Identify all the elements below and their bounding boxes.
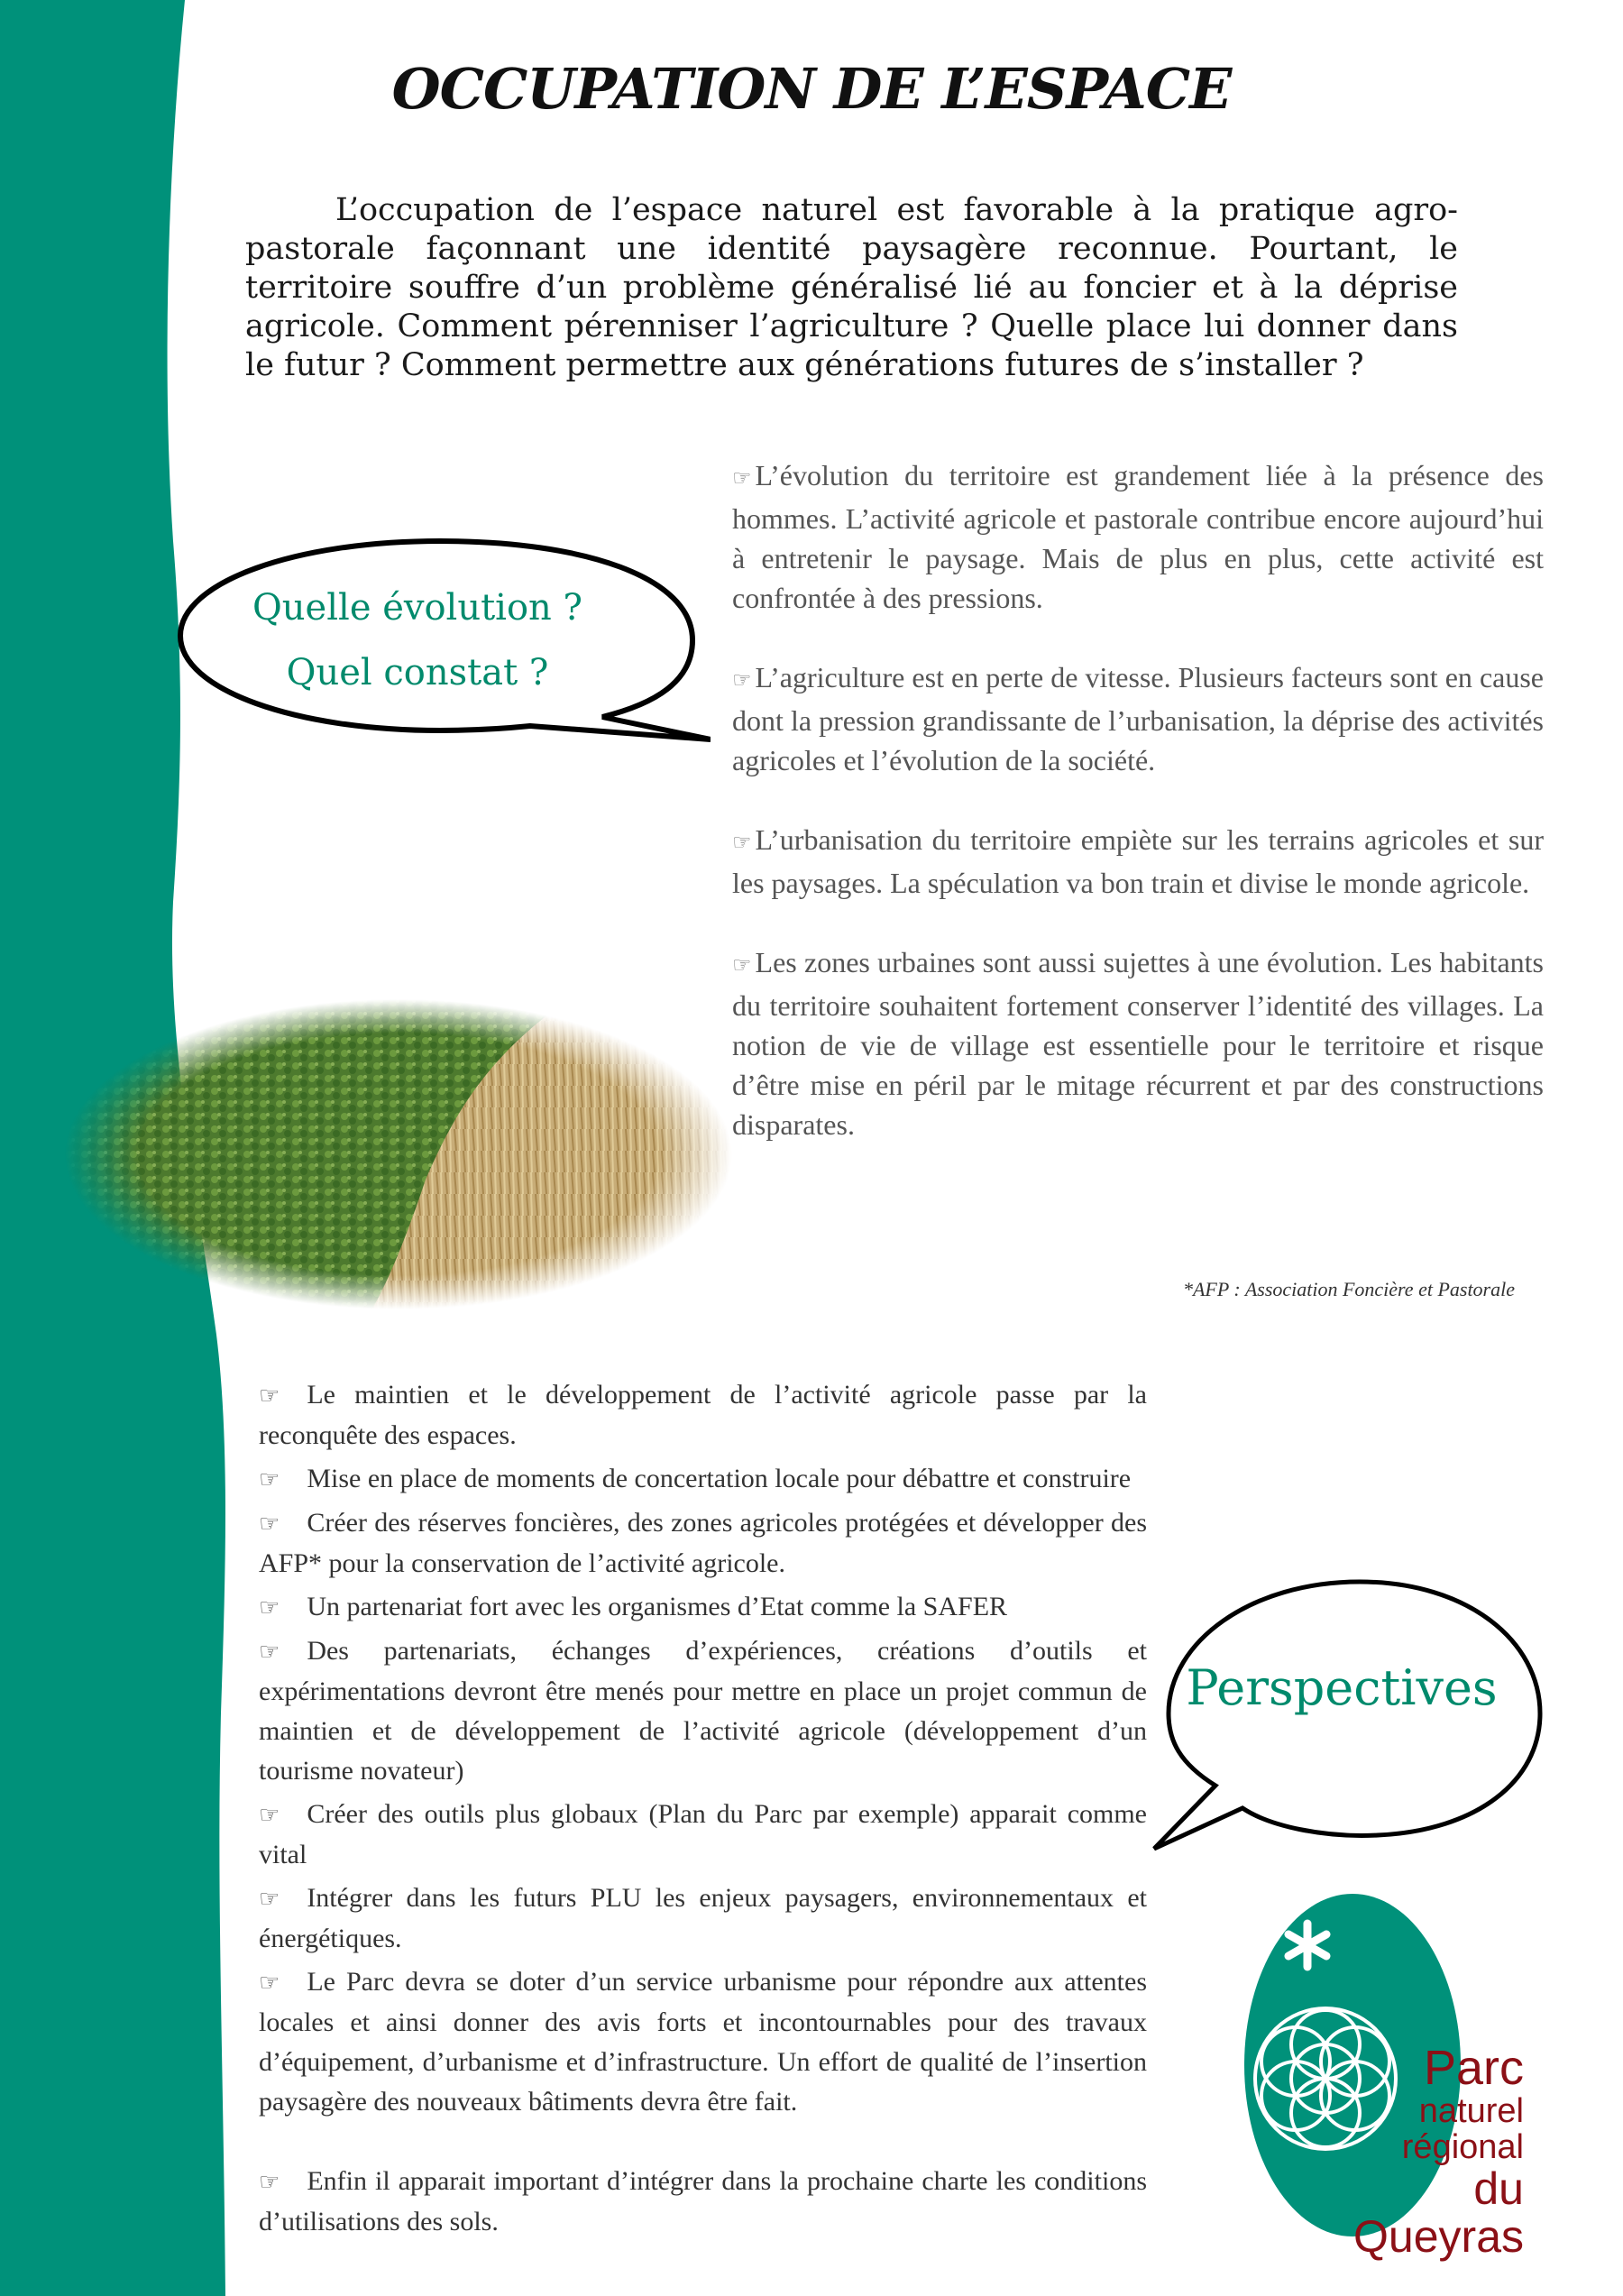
pointing-hand-icon: ☞: [259, 1594, 280, 1621]
list-item: [259, 1795, 1147, 1875]
list-item-text: Le Parc devra se doter d’un service urbanisme pour répondre aux attentes locales et ainsi donner des avis forts et incontournables pour des travaux d’équipement, d’urbanisme et d’infrastructure. Un effort de qualité de l’insertion paysagère des nouveaux bâtiments devra être fait.: [259, 1967, 1147, 2117]
list-item: [732, 942, 1544, 1144]
pointing-hand-icon: ☞: [259, 1511, 280, 1537]
logo-naturel: naturel: [1418, 2091, 1524, 2130]
speech-bubble-perspectives: [1143, 1569, 1549, 1858]
pointing-hand-icon: ☞: [732, 831, 752, 855]
footnote-afp: *AFP : Association Foncière et Pastorale: [1182, 1278, 1515, 1300]
list-item: [259, 1375, 1147, 1456]
list-item: [259, 1631, 1147, 1791]
list-item-text: L’urbanisation du territoire empiète sur les terrains agricoles et sur les paysages. La spéculation va bon train et divise le monde agricole.: [732, 823, 1544, 899]
list-item: [259, 1459, 1147, 1500]
pointing-hand-icon: ☞: [732, 954, 752, 978]
list-item: [259, 1878, 1147, 1959]
pointing-hand-icon: ☞: [259, 1639, 280, 1665]
list-item: [259, 1587, 1147, 1628]
pointing-hand-icon: ☞: [259, 1970, 280, 1996]
page-title: OCCUPATION DE L’ESPACE: [391, 56, 1232, 122]
bubble-constat-text: [215, 575, 620, 705]
bubble-constat-line2: Quel constat ?: [286, 652, 549, 693]
list-item-text: Créer des outils plus globaux (Plan du Parc par exemple) apparait comme vital: [259, 1799, 1147, 1869]
logo-parc: Parc: [1423, 2041, 1524, 2095]
list-item-text: Mise en place de moments de concertation locale pour débattre et construire: [307, 1464, 1132, 1493]
list-item-text: Enfin il apparait important d’intégrer dans la prochaine charte les conditions d’utilisations des sols.: [259, 2166, 1147, 2236]
list-item-text: Créer des réserves foncières, des zones agricoles protégées et développer des AFP* pour la conservation de l’activité agricole.: [259, 1508, 1147, 1578]
pointing-hand-icon: ☞: [259, 1466, 280, 1492]
logo-regional: régional: [1401, 2127, 1524, 2166]
list-item: [732, 657, 1544, 780]
constat-list: [732, 455, 1544, 1184]
pointing-hand-icon: ☞: [732, 669, 752, 693]
pointing-hand-icon: ☞: [259, 1886, 280, 1912]
logo-text: [1316, 2043, 1524, 2260]
pointing-hand-icon: ☞: [259, 1382, 280, 1409]
list-item-text: Un partenariat fort avec les organismes d’Etat comme la SAFER: [307, 1592, 1008, 1621]
speech-bubble-constat: [170, 523, 711, 758]
list-item: [259, 1503, 1147, 1584]
intro-paragraph: L’occupation de l’espace naturel est favorable à la pratique agro-pastorale façonnant une identité paysagère reconnue. Pourtant, le territoire souffre d’un problème généralisé lié au foncier et à la déprise agricole. Comment pérenniser l’agriculture ? Quelle place lui donner dans le futur ? Comment permettre aux générations futures de s’installer ?: [245, 192, 1458, 383]
grass-field-photo: [65, 999, 732, 1310]
list-item-text: L’évolution du territoire est grandement liée à la présence des hommes. L’activité agricole et pastorale contribue encore aujourd’hui à entretenir le paysage. Mais de plus en plus, cette activité est confrontée à des pressions.: [732, 459, 1544, 614]
perspectives-list: [259, 1375, 1147, 2245]
pointing-hand-icon: ☞: [259, 2169, 280, 2195]
list-item: [259, 2162, 1147, 2242]
list-item: [732, 455, 1544, 618]
list-item-text: Le maintien et le développement de l’activité agricole passe par la reconquête des espaces.: [259, 1380, 1147, 1450]
pointing-hand-icon: ☞: [259, 1802, 280, 1828]
list-item-text: L’agriculture est en perte de vitesse. Plusieurs facteurs sont en cause dont la pression grandissante de l’urbanisation, la déprise des activités agricoles et l’évolution de la société.: [732, 661, 1544, 776]
pointing-hand-icon: ☞: [732, 467, 752, 491]
list-item: [732, 820, 1544, 903]
bubble-constat-line1: Quelle évolution ?: [252, 587, 582, 629]
list-item-text: Intégrer dans les futurs PLU les enjeux paysagers, environnementaux et énergétiques.: [259, 1883, 1147, 1953]
logo-queyras: du Queyras: [1353, 2163, 1524, 2262]
list-item-text: Les zones urbaines sont aussi sujettes à une évolution. Les habitants du territoire souhaitent fortement conserver l’identité des villages. La notion de vie de village est essentielle pour le territoire et risque d’être mise en péril par le mitage récurrent et par des constructions disparates.: [732, 946, 1544, 1141]
list-item: [259, 1962, 1147, 2122]
list-item-text: Des partenariats, échanges d’expériences, créations d’outils et expérimentations devront être menés pour mettre en place un projet commun de maintien et de développement de l’activité agricole (développement d’un tourisme novateur): [259, 1636, 1147, 1786]
bubble-perspectives-label: Perspectives: [1186, 1659, 1498, 1716]
